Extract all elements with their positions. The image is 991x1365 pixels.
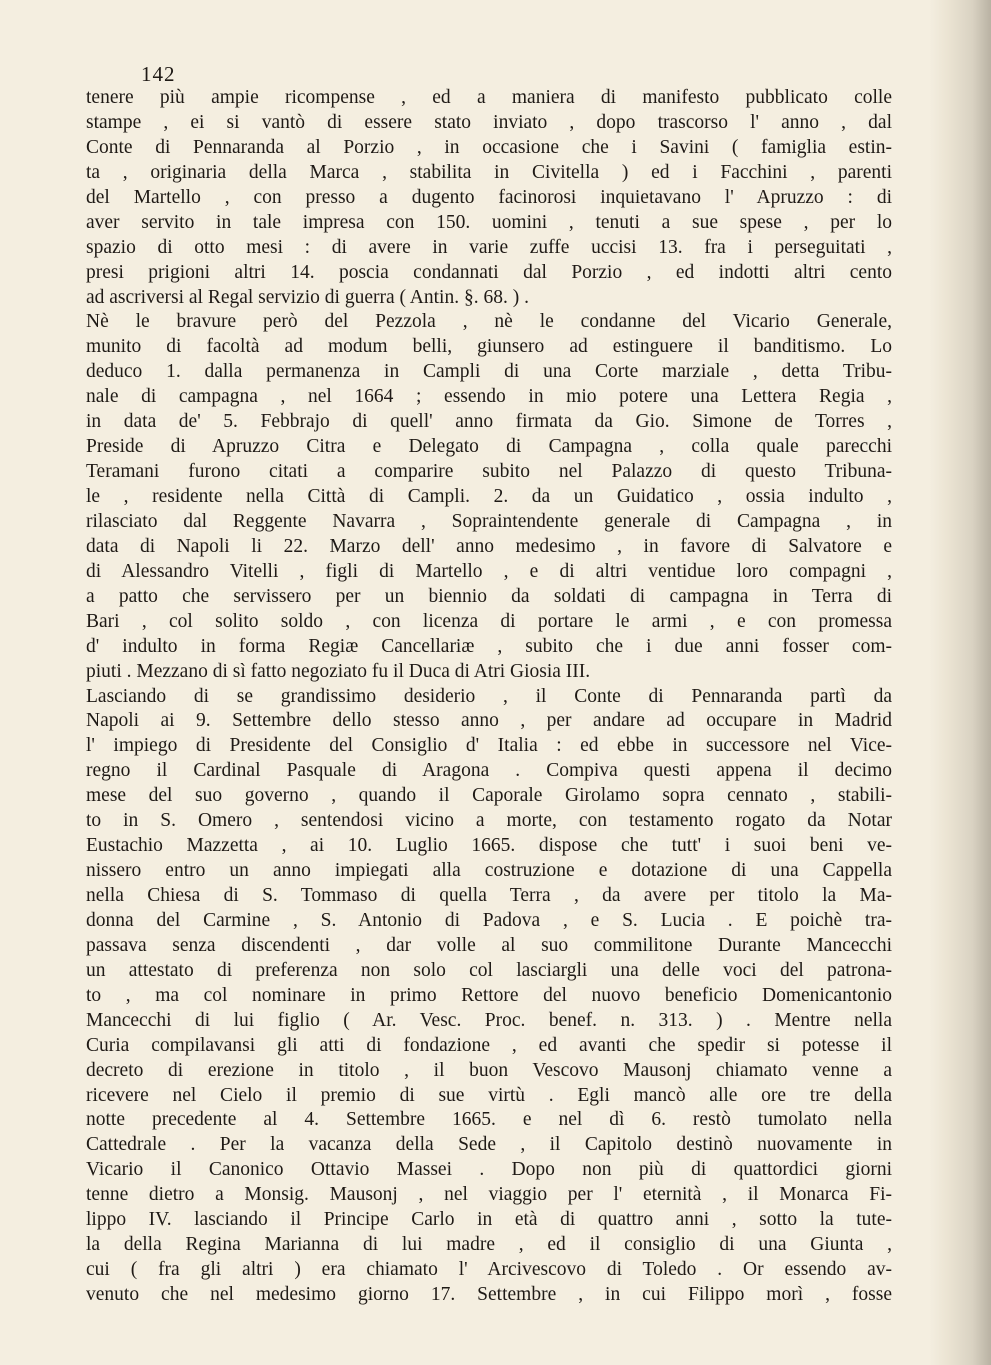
text-line: piuti . Mezzano di sì fatto negoziato fu il Duca di Atri Giosia III. bbox=[86, 660, 591, 682]
text-line: in data de' 5. Febbrajo di quell' anno firmata da Gio. Simone de Torres , bbox=[86, 411, 892, 433]
text-line: di Alessandro Vitelli , figli di Martello , e di altri ventidue loro compagni , bbox=[86, 560, 892, 582]
text-line: to in S. Omero , sentendosi vicino a morte, con testamento rogato da Notar bbox=[86, 810, 892, 832]
text-line: Lasciando di se grandissimo desiderio , il Conte di Pennaranda partì da bbox=[86, 685, 892, 707]
text-line: stampe , ei si vantò di essere stato inviato , dopo trascorso l' anno , dal bbox=[86, 111, 892, 133]
text-line: d' indulto in forma Regiæ Cancellariæ , subito che i due anni fosser com- bbox=[86, 635, 892, 657]
text-line: donna del Carmine , S. Antonio di Padova , e S. Lucia . E poichè tra- bbox=[86, 909, 892, 931]
text-line: nissero entro un anno impiegati alla costruzione e dotazione di una Cappella bbox=[86, 860, 892, 882]
text-line: passava senza discendenti , dar volle al suo commilitone Durante Mancecchi bbox=[86, 934, 892, 956]
text-line: mese del suo governo , quando il Caporale Girolamo sopra cennato , stabili- bbox=[86, 785, 892, 807]
text-line: notte precedente al 4. Settembre 1665. e nel dì 6. restò tumolato nella bbox=[86, 1109, 892, 1131]
text-line: presi prigioni altri 14. poscia condannati dal Porzio , ed indotti altri cento bbox=[86, 261, 892, 283]
text-line: l' impiego di Presidente del Consiglio d' Italia : ed ebbe in successore nel Vice- bbox=[86, 735, 892, 757]
text-line: la della Regina Marianna di lui madre , ed il consiglio di una Giunta , bbox=[86, 1234, 892, 1256]
text-line: Vicario il Canonico Ottavio Massei . Dopo non più di quattordici giorni bbox=[86, 1159, 892, 1181]
text-line: tenne dietro a Monsig. Mausonj , nel viaggio per l' eternità , il Monarca Fi- bbox=[86, 1184, 892, 1206]
text-line: Teramani furono citati a comparire subito nel Palazzo di questo Tribuna- bbox=[86, 461, 892, 483]
text-line: Conte di Pennaranda al Porzio , in occasione che i Savini ( famiglia estin- bbox=[86, 136, 892, 158]
text-line: a patto che servissero per un biennio da soldati di campagna in Terra di bbox=[86, 585, 892, 607]
text-line: aver servito in tale impresa con 150. uomini , tenuti a sue spese , per lo bbox=[86, 211, 892, 233]
text-line: un attestato di preferenza non solo col lasciargli una delle voci del patrona- bbox=[86, 959, 892, 981]
text-line: tenere più ampie ricompense , ed a maniera di manifesto pubblicato colle bbox=[86, 87, 892, 108]
text-line: venuto che nel medesimo giorno 17. Settembre , in cui Filippo morì , fosse bbox=[86, 1284, 892, 1305]
text-line: cui ( fra gli altri ) era chiamato l' Arcivescovo di Toledo . Or essendo av- bbox=[86, 1259, 892, 1281]
text-line: Preside di Apruzzo Citra e Delegato di Campagna , colla quale parecchi bbox=[86, 436, 892, 458]
text-line: lippo IV. lasciando il Principe Carlo in età di quattro anni , sotto la tute- bbox=[86, 1209, 892, 1231]
text-line: ad ascriversi al Regal servizio di guerra ( Antin. §. 68. ) . bbox=[86, 286, 529, 308]
text-line: to , ma col nominare in primo Rettore del nuovo beneficio Domenicantonio bbox=[86, 984, 892, 1006]
page-number: 142 bbox=[141, 62, 176, 86]
text-line: Eustachio Mazzetta , ai 10. Luglio 1665. dispose che tutt' i suoi beni ve- bbox=[86, 835, 892, 857]
body-text bbox=[86, 86, 892, 1308]
text-line: Nè le bravure però del Pezzola , nè le condanne del Vicario Generale, bbox=[86, 311, 892, 333]
text-line: Curia compilavansi gli atti di fondazione , ed avanti che spedir si potesse il bbox=[86, 1034, 892, 1056]
text-line: spazio di otto mesi : di avere in varie zuffe uccisi 13. fra i perseguitati , bbox=[86, 236, 892, 258]
text-line: decreto di erezione in titolo , il buon Vescovo Mausonj chiamato venne a bbox=[86, 1059, 892, 1081]
text-line: Napoli ai 9. Settembre dello stesso anno , per andare ad occupare in Madrid bbox=[86, 710, 892, 732]
text-line: deduco 1. dalla permanenza in Campli di una Corte marziale , detta Tribu- bbox=[86, 361, 892, 383]
text-line: regno il Cardinal Pasquale di Aragona . Compiva questi appena il decimo bbox=[86, 760, 892, 782]
text-line: Mancecchi di lui figlio ( Ar. Vesc. Proc. benef. n. 313. ) . Mentre nella bbox=[86, 1009, 892, 1031]
text-line: munito di facoltà ad modum belli, giunsero ad estinguere il banditismo. Lo bbox=[86, 336, 892, 358]
text-line: le , residente nella Città di Campli. 2. da un Guidatico , ossia indulto , bbox=[86, 486, 892, 507]
text-line: nella Chiesa di S. Tommaso di quella Terra , da avere per titolo la Ma- bbox=[86, 885, 892, 906]
page-gutter-shadow bbox=[929, 0, 991, 1365]
text-line: rilasciato dal Reggente Navarra , Sopraintendente generale di Campagna , in bbox=[86, 510, 892, 532]
text-line: data di Napoli li 22. Marzo dell' anno medesimo , in favore di Salvatore e bbox=[86, 535, 892, 557]
text-line: nale di campagna , nel 1664 ; essendo in mio potere una Lettera Regia , bbox=[86, 386, 892, 408]
text-line: Bari , col solito soldo , con licenza di portare le armi , e con promessa bbox=[86, 610, 892, 632]
text-line: ricevere nel Cielo il premio di sue virtù . Egli mancò alle ore tre della bbox=[86, 1084, 892, 1106]
text-line: Cattedrale . Per la vacanza della Sede , il Capitolo destinò nuovamente in bbox=[86, 1134, 892, 1156]
text-line: del Martello , con presso a dugento facinorosi inquietavano l' Apruzzo : di bbox=[86, 186, 892, 208]
text-line: ta , originaria della Marca , stabilita in Civitella ) ed i Facchini , parenti bbox=[86, 161, 892, 183]
